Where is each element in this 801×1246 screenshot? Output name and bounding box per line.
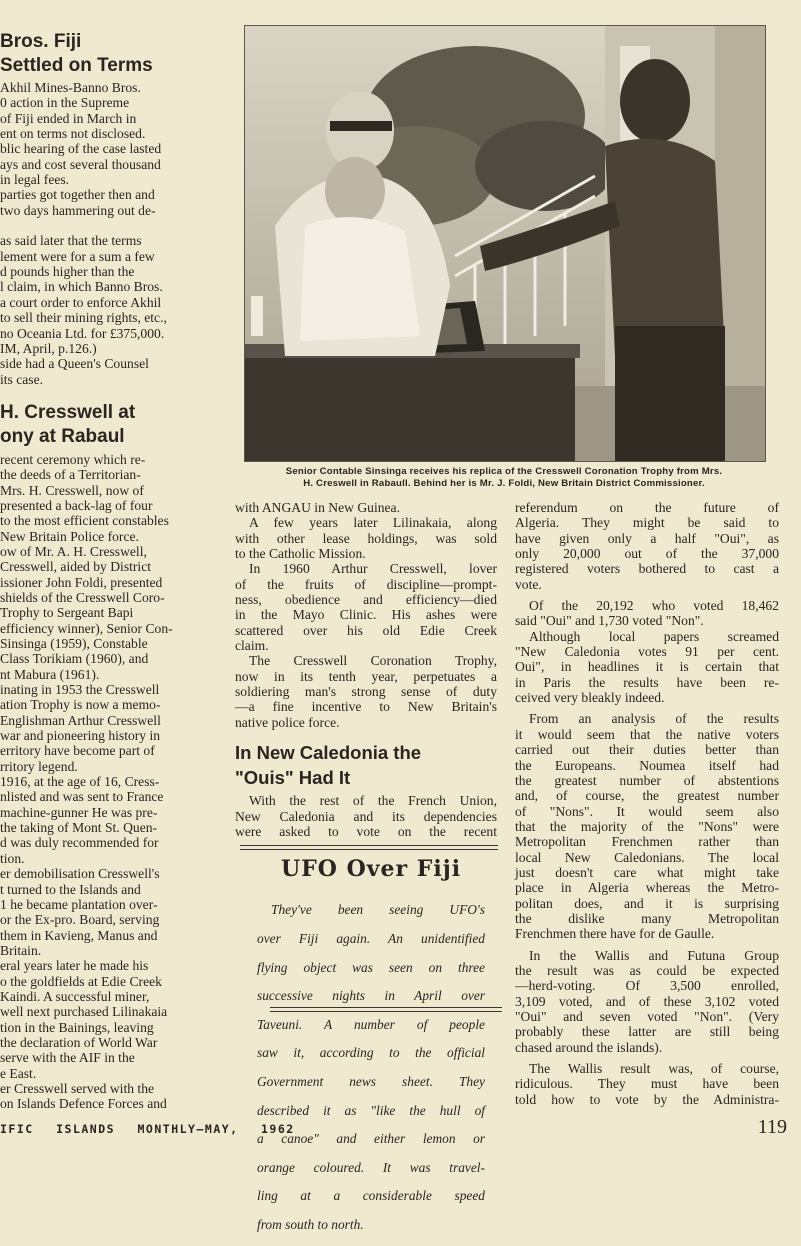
text-line: presented a back-lag of four bbox=[0, 497, 153, 513]
text-line: 1916, at the age of 16, Cress- bbox=[0, 774, 160, 790]
text-line: In the Wallis and Futuna Group bbox=[529, 947, 779, 963]
text-line: Oui", in headlines it is certain that bbox=[515, 659, 779, 675]
text-line: vote. bbox=[515, 576, 542, 592]
text-line: on Islands Defence Forces and bbox=[0, 1096, 167, 1112]
text-line: Taveuni. A number of people bbox=[257, 1016, 485, 1032]
text-line: Class Torikiam (1960), and bbox=[0, 651, 149, 667]
caption-line: Senior Contable Sinsinga receives his replica of the Cresswell Coronation Trophy from Mrs. bbox=[285, 466, 723, 477]
text-line: with ANGAU in New Guinea. bbox=[235, 500, 400, 515]
text-line: saw it, according to the official bbox=[257, 1045, 485, 1061]
headline-line: Settled on Terms bbox=[0, 55, 153, 76]
text-line: told how to vote by the Administra- bbox=[515, 1091, 779, 1107]
text-line: parties got together then and bbox=[0, 187, 155, 203]
text-line: native police force. bbox=[235, 714, 340, 730]
text-line: war and pioneering history in bbox=[0, 728, 161, 744]
text-line: Cresswell, aided by District bbox=[0, 559, 152, 575]
text-line: ness, obedience and efficiency—died bbox=[235, 592, 497, 608]
text-line: that the majority of the "Nons" were bbox=[515, 818, 779, 834]
text-line: They've been seeing UFO's bbox=[271, 902, 485, 918]
text-line: registered voters bothered to cast a bbox=[515, 561, 779, 577]
text-line: described it as "like the hull of bbox=[257, 1102, 485, 1118]
text-line: of Fiji ended in March in bbox=[0, 110, 137, 126]
text-line: In 1960 Arthur Cresswell, lover bbox=[249, 561, 497, 577]
text-line: the dislike many Metropolitan bbox=[515, 910, 779, 926]
text-line: Kaindi. A successful miner, bbox=[0, 988, 150, 1004]
text-line: ays and cost several thousand bbox=[0, 156, 161, 172]
text-line: referendum on the future of bbox=[515, 500, 779, 515]
text-line: Of the 20,192 who voted 18,462 bbox=[529, 598, 779, 614]
trophy-ceremony-photo bbox=[244, 25, 766, 462]
headline-new-caledonia bbox=[235, 740, 497, 790]
text-line: a canoe" and either lemon or bbox=[257, 1131, 485, 1147]
text-line: issioner John Foldi, presented bbox=[0, 574, 163, 590]
headline-line: Bros. Fiji bbox=[0, 31, 82, 52]
text-line: erritory have become part of bbox=[0, 743, 155, 759]
photo-caption bbox=[242, 466, 766, 489]
headline-line: H. Cresswell at bbox=[0, 401, 136, 423]
article-new-caledonia-intro bbox=[235, 793, 497, 839]
text-line: t turned to the Islands and bbox=[0, 881, 141, 897]
text-line: in Paris the results have been re- bbox=[515, 674, 779, 690]
right-column bbox=[515, 500, 779, 1160]
text-line: over Fiji again. An unidentified bbox=[257, 930, 485, 946]
text-line: "New Caledonia votes 91 per cent. bbox=[515, 644, 779, 660]
text-line: Government news sheet. They bbox=[257, 1073, 485, 1089]
text-line: er demobilisation Cresswell's bbox=[0, 866, 160, 882]
box-rule-top-2 bbox=[240, 849, 498, 850]
text-line: just doesn't care what might take bbox=[515, 864, 779, 880]
article-cresswell-body bbox=[0, 452, 222, 1112]
text-line: A few years later Lilinakaia, along bbox=[249, 515, 497, 531]
text-line: machine-gunner He was pre- bbox=[0, 804, 158, 820]
text-line: Sinsinga (1959), Constable bbox=[0, 636, 148, 651]
text-line: Although local papers screamed bbox=[529, 628, 779, 644]
text-line: no Oceania Ltd. for £375,000. bbox=[0, 325, 165, 341]
text-line: 3,109 voted, and of these 3,102 voted bbox=[515, 993, 779, 1009]
text-line: ation Trophy is now a memo- bbox=[0, 697, 161, 713]
text-line: claim. bbox=[235, 638, 269, 654]
text-line: with other lease holdings, was sold bbox=[235, 530, 497, 546]
text-line: 0 action in the Supreme bbox=[0, 95, 130, 111]
photo-illustration bbox=[245, 26, 765, 461]
text-line: o the goldfields at Edie Creek bbox=[0, 973, 162, 989]
text-line: in the Mayo Clinic. His ashes were bbox=[235, 607, 497, 623]
text-line: ow of Mr. A. H. Cresswell, bbox=[0, 543, 147, 559]
text-line: serve with the AIF in the bbox=[0, 1050, 135, 1066]
article-new-caledonia-body bbox=[515, 500, 779, 1107]
text-line: e East. bbox=[0, 1065, 37, 1081]
text-line: tion in the Bainings, leaving bbox=[0, 1019, 154, 1035]
text-line: carried out their duties better than bbox=[515, 742, 779, 758]
text-line: chased around the islands). bbox=[515, 1039, 663, 1055]
page-number: 119 bbox=[757, 1116, 787, 1138]
text-line: the greatest number of abstentions bbox=[515, 772, 779, 788]
text-line: them in Kavieng, Manus and bbox=[0, 927, 158, 943]
text-line: politan does, and it is surprising bbox=[515, 895, 779, 911]
text-line: IM, April, p.126.) bbox=[0, 340, 97, 356]
text-line: Metropolitan Frenchmen rather than bbox=[515, 834, 779, 850]
page-footer bbox=[0, 1116, 801, 1147]
text-line: efficiency winner), Senior Con- bbox=[0, 620, 173, 636]
text-line: of the fruits of discipline—prompt- bbox=[235, 576, 497, 592]
headline-line: "Ouis" Had It bbox=[235, 767, 351, 789]
text-line: its case. bbox=[0, 371, 44, 387]
text-line: in legal fees. bbox=[0, 172, 70, 188]
text-line: The Wallis result was, of course, bbox=[529, 1061, 779, 1077]
text-line: rritory legend. bbox=[0, 758, 78, 774]
headline-line: ony at Rabaul bbox=[0, 425, 125, 447]
text-line: were asked to vote on the recent bbox=[235, 823, 497, 839]
text-line: the result was as could be expected bbox=[515, 962, 779, 978]
text-line: it would seem that the native voters bbox=[515, 726, 779, 742]
left-column bbox=[0, 30, 222, 1112]
text-line: place in Algeria whereas the Metro- bbox=[515, 880, 779, 896]
text-line: New Caledonia and its dependencies bbox=[235, 808, 497, 824]
text-line: nt Mabura (1961). bbox=[0, 666, 100, 682]
text-line: ent on terms not disclosed. bbox=[0, 126, 146, 142]
caption-line: H. Creswell in Rabaull. Behind her is Mr. J. Foldi, New Britain District Commissioner. bbox=[303, 477, 705, 489]
text-line bbox=[0, 218, 222, 233]
text-line: well next purchased Lilinakaia bbox=[0, 1004, 168, 1020]
text-line: The Cresswell Coronation Trophy, bbox=[249, 653, 497, 669]
text-line: the declaration of World War bbox=[0, 1034, 158, 1050]
ufo-title: UFO Over Fiji bbox=[280, 856, 462, 882]
text-line: and, of course, the greatest number bbox=[515, 788, 779, 804]
text-line: d pounds higher than the bbox=[0, 264, 135, 280]
text-line: a court order to enforce Akhil bbox=[0, 294, 162, 310]
text-line: d was duly recommended for bbox=[0, 835, 159, 851]
text-line: blic hearing of the case lasted bbox=[0, 141, 162, 157]
text-line: nlisted and was sent to France bbox=[0, 789, 164, 805]
text-line: shields of the Cresswell Coro- bbox=[0, 589, 165, 605]
text-line: New Britain Police force. bbox=[0, 528, 139, 544]
text-line: of "Nons". It would seem also bbox=[515, 803, 779, 819]
text-line: inating in 1953 the Cresswell bbox=[0, 682, 160, 698]
text-line: tion. bbox=[0, 850, 25, 866]
article-banno-body bbox=[0, 80, 222, 387]
text-line: now in its tenth year, perpetuates a bbox=[235, 668, 497, 684]
text-line: probably these latter are still being bbox=[515, 1024, 779, 1040]
text-line: Akhil Mines-Banno Bros. bbox=[0, 80, 141, 95]
ufo-body bbox=[257, 889, 485, 1246]
text-line: Britain. bbox=[0, 942, 42, 958]
text-line: Englishman Arthur Cresswell bbox=[0, 712, 161, 728]
text-line: Trophy to Sergeant Bapi bbox=[0, 605, 134, 621]
text-line: Mrs. H. Cresswell, now of bbox=[0, 482, 144, 498]
text-line: ridiculous. They must have been bbox=[515, 1076, 779, 1092]
text-line: to sell their mining rights, etc., bbox=[0, 310, 167, 326]
text-line: Algeria. They might be said to bbox=[515, 515, 779, 531]
text-line: side had a Queen's Counsel bbox=[0, 356, 149, 372]
text-line: to the Catholic Mission. bbox=[235, 546, 366, 562]
text-line: l claim, in which Banno Bros. bbox=[0, 279, 163, 295]
text-line: two days hammering out de- bbox=[0, 202, 156, 218]
text-line: have given only a half "Oui", as bbox=[515, 530, 779, 546]
text-line: from south to north. bbox=[257, 1216, 364, 1232]
text-line: the taking of Mont St. Quen- bbox=[0, 820, 158, 836]
text-line: flying object was seen on three bbox=[257, 959, 485, 975]
text-line: eral years later he made his bbox=[0, 958, 149, 974]
text-line: the deeds of a Territorian- bbox=[0, 467, 141, 483]
publication-line: IFIC ISLANDS MONTHLY—MAY, 1962 bbox=[0, 1122, 295, 1136]
text-line: Frenchmen there have for de Gaulle. bbox=[515, 926, 715, 942]
text-line: ling at a considerable speed bbox=[257, 1188, 485, 1204]
text-line: —a fine incentive to New Britain's bbox=[235, 699, 497, 715]
text-line: soldiering man's strong sense of duty bbox=[235, 684, 497, 700]
article-cresswell-continued bbox=[235, 500, 497, 730]
text-line: as said later that the terms bbox=[0, 233, 142, 249]
box-rule-bottom bbox=[270, 1007, 502, 1008]
text-line: recent ceremony which re- bbox=[0, 451, 146, 467]
headline-bros-fiji bbox=[0, 30, 222, 78]
middle-column bbox=[235, 500, 497, 839]
text-line: —herd-voting. Of 3,500 enrolled, bbox=[515, 978, 779, 994]
text-line: to the most efficient constables bbox=[0, 513, 169, 529]
text-line: said "Oui" and 1,730 voted "Non". bbox=[515, 613, 704, 629]
text-line: only 20,000 out of the 37,000 bbox=[515, 546, 779, 562]
text-line: scattered over his old Edie Creek bbox=[235, 622, 497, 638]
text-line: or the Ex-pro. Board, serving bbox=[0, 912, 160, 928]
text-line: er Cresswell served with the bbox=[0, 1080, 155, 1096]
text-line: successive nights in April over bbox=[257, 988, 485, 1004]
text-line: lement were for a sum a few bbox=[0, 248, 155, 264]
text-line: orange coloured. It was travel- bbox=[257, 1159, 485, 1175]
text-line: ceived very bleakly indeed. bbox=[515, 690, 665, 706]
text-line: With the rest of the French Union, bbox=[249, 793, 497, 809]
ufo-over-fiji-box bbox=[240, 845, 502, 1232]
text-line: From an analysis of the results bbox=[529, 711, 779, 727]
text-line: "Oui" and seven voted "Non". (Very bbox=[515, 1009, 779, 1024]
box-rule-bottom-2 bbox=[270, 1011, 502, 1012]
headline-cresswell bbox=[0, 401, 222, 449]
text-line: 1 he became plantation over- bbox=[0, 896, 158, 912]
text-line: local New Caledonians. The local bbox=[515, 849, 779, 865]
text-line: the Europeans. Noumea itself had bbox=[515, 757, 779, 773]
headline-line: In New Caledonia the bbox=[235, 742, 422, 764]
box-rule-top bbox=[240, 845, 498, 846]
